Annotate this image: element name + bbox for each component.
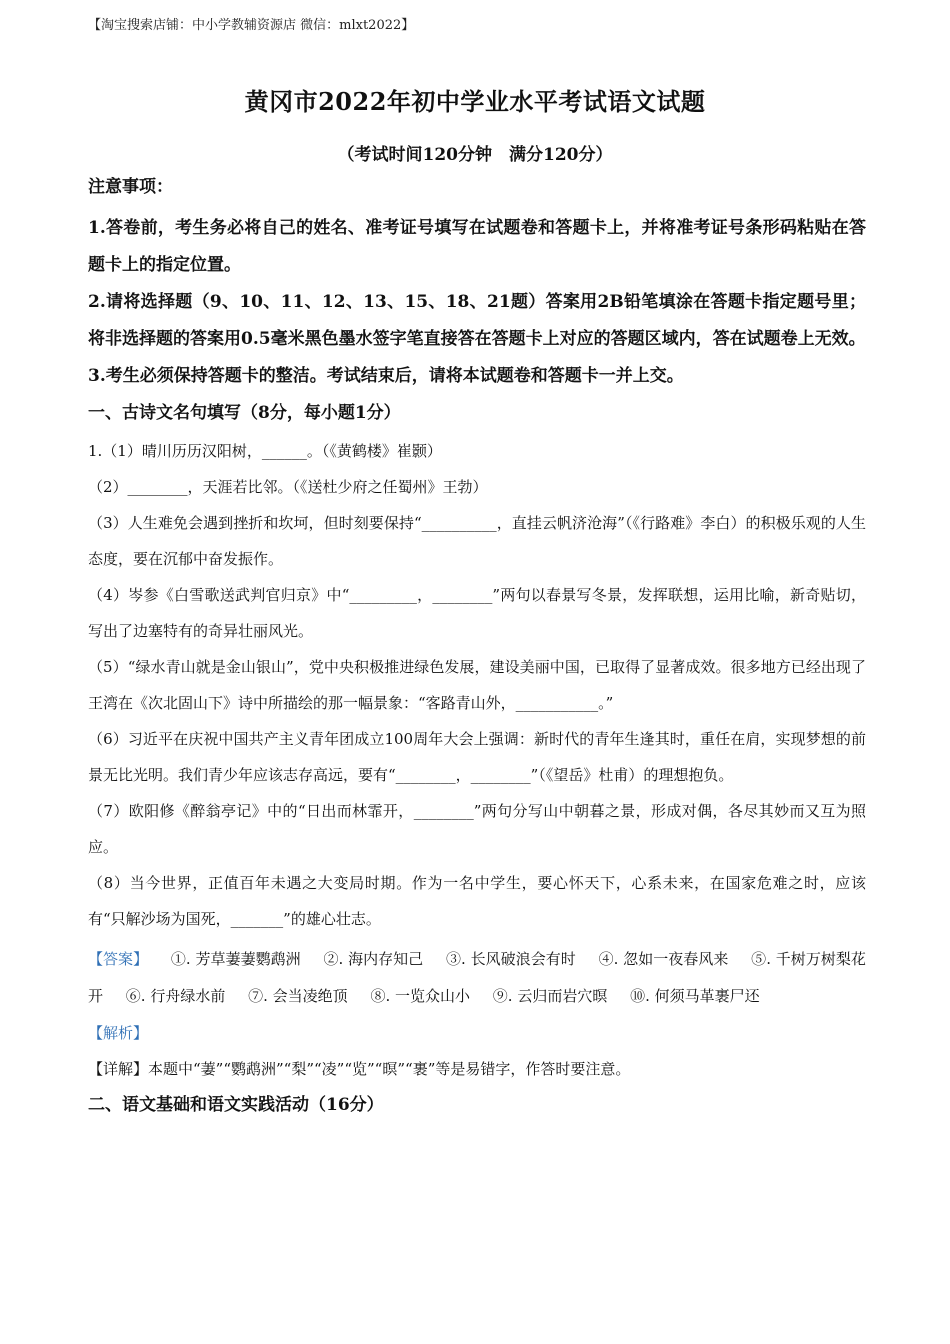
analysis-tag: 【解析】	[88, 1024, 149, 1042]
exam-subtitle: （考试时间120分钟 满分120分）	[337, 145, 613, 165]
question-item: （6）习近平在庆祝中国共产主义青年团成立100周年大会上强调：新时代的青年生逢其时，重任在肩，实现梦想的前景无比光明。我们青少年应该志存高远，要有“________，________”（《望岳》杜甫）的理想抱负。	[88, 730, 866, 784]
answer-item: ⑥. 行舟绿水前	[125, 987, 226, 1005]
question-item: （2）________，天涯若比邻。（《送杜少府之任蜀州》王勃）	[88, 478, 488, 496]
question-item: （7）欧阳修《醉翁亭记》中的“日出而林霏开，________”两句分写山中朝暮之景，形成对偶，各尽其妙而又互为照应。	[88, 802, 866, 856]
answer-item: ⑩. 何须马革裹尸还	[630, 987, 760, 1005]
answer-item: ②. 海内存知己	[323, 950, 424, 968]
answer-tag: 【答案】	[88, 950, 149, 968]
answer-item: ③. 长风破浪会有时	[446, 950, 576, 968]
store-watermark: 【淘宝搜索店铺：中小学教辅资源店 微信：mlxt2022】	[88, 18, 415, 33]
answer-item: ⑧. 一览众山小	[370, 987, 470, 1005]
question-item: （8）当今世界，正值百年未遇之大变局时期。作为一名中学生，要心怀天下，心系未来，在国家危难之时，应该有“只解沙场为国死，_______”的雄心壮志。	[88, 874, 866, 928]
notice-item: 1.答卷前，考生务必将自己的姓名、准考证号填写在试题卷和答题卡上，并将准考证号条形码粘贴在答题卡上的指定位置。	[88, 218, 866, 275]
answer-item: ⑦. 会当凌绝顶	[248, 987, 348, 1005]
answer-item: ⑤. 千树万树梨花开	[88, 950, 866, 1005]
section-2-title: 二、语文基础和语文实践活动（16分）	[88, 1095, 384, 1115]
question-item: （3）人生难免会遇到挫折和坎坷，但时刻要保持“__________，直挂云帆济沧海”（《行路难》李白）的积极乐观的人生态度，要在沉郁中奋发振作。	[88, 514, 866, 568]
section-1-title: 一、古诗文名句填写（8分，每小题1分）	[88, 403, 401, 423]
notice-heading: 注意事项：	[88, 177, 173, 197]
main-content	[88, 176, 866, 1123]
question-item: （4）岑参《白雪歌送武判官归京》中“_________，________”两句以春景写冬景，发挥联想，运用比喻，新奇贴切，写出了边塞特有的奇异壮丽风光。	[88, 586, 866, 640]
question-item: （5）“绿水青山就是金山银山”，党中央积极推进绿色发展，建设美丽中国，已取得了显著成效。很多地方已经出现了王湾在《次北固山下》诗中所描绘的那一幅景象：“客路青山外，___________。”	[88, 658, 866, 712]
answer-item: ④. 忽如一夜春风来	[598, 950, 729, 968]
answer-item: ⑨. 云归而岩穴暝	[492, 987, 608, 1005]
answer-item: ①. 芳草萋萋鹦鹉洲	[170, 950, 301, 968]
notice-item: 3.考生必须保持答题卡的整洁。考试结束后，请将本试题卷和答题卡一并上交。	[88, 366, 684, 386]
analysis-detail: 【详解】本题中“萋”“鹦鹉洲”“梨”“凌”“览”“暝”“裹”等是易错字，作答时要注意。	[88, 1060, 631, 1078]
answer-block	[88, 941, 866, 1015]
question-item: 1.（1）晴川历历汉阳树，______。（《黄鹤楼》崔颢）	[88, 442, 442, 460]
notice-item: 2.请将选择题（9、10、11、12、13、15、18、21题）答案用2B铅笔填涂在答题卡指定题号里；将非选择题的答案用0.5毫米黑色墨水签字笔直接答在答题卡上对应的答题区域内，答在试题卷上无效。	[88, 292, 866, 349]
page-title: 黄冈市2022年初中学业水平考试语文试题	[244, 87, 706, 116]
